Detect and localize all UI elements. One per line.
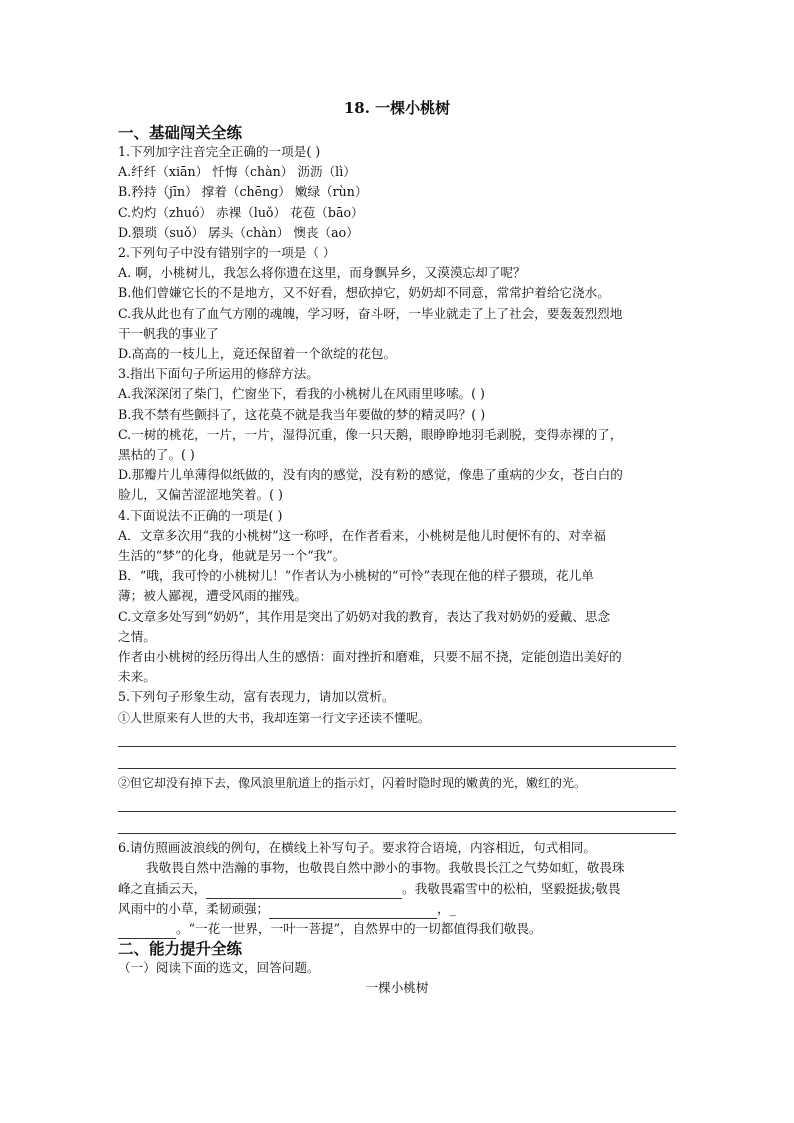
question-4-option-b-line1: B．“哦，我可怜的小桃树儿！”作者认为小桃树的“可怜”表现在他的样子猥琐，花儿单 — [118, 568, 594, 584]
question-2-option-b: B.他们曾嫌它长的不是地方，又不好看，想砍掉它，奶奶却不同意，常常护着给它浇水。 — [118, 285, 610, 301]
fill-blank-1[interactable] — [206, 884, 402, 899]
question-6-text-3b: ，_ — [437, 900, 457, 916]
question-4-option-c-line1: C.文章多处写到“奶奶”，其作用是突出了奶奶对我的教育，表达了我对奶奶的爱戴、思念 — [118, 608, 611, 624]
worksheet-page — [118, 96, 676, 999]
question-3-option-d-line2: 脸儿，又偏苦涩涩地笑着。( ) — [118, 487, 283, 503]
question-6-paragraph-line2 — [118, 879, 676, 899]
question-3-option-d-line1: D.那瓣片儿单薄得似纸做的，没有肉的感觉，没有粉的感觉，像患了重病的少女，苍白白的 — [118, 467, 623, 483]
question-6-paragraph-line1: 我敬畏自然中浩瀚的事物，也敬畏自然中渺小的事物。我敬畏长江之气势如虹，敬畏珠 — [146, 860, 625, 876]
question-1-option-c: C.灼灼（zhuó） 赤裸（luǒ） 花苞（bāo） — [118, 204, 364, 220]
answer-line-5-1a[interactable] — [118, 745, 676, 747]
question-4-option-a-line2: 生活的“梦”的化身，他就是另一个“我”。 — [118, 548, 346, 564]
question-4 — [118, 506, 676, 688]
question-2-stem: 2.下列句子中没有错别字的一项是（ ） — [118, 245, 336, 261]
question-6-paragraph-line4 — [118, 919, 676, 939]
question-5-sentence-1: ①人世原来有人世的大书，我却连第一行文字还读不懂呢。 — [118, 710, 431, 725]
question-4-option-a-line1: A．文章多次用“我的小桃树”这一称呼，在作者看来，小桃树是他儿时便怀有的、对幸福 — [118, 527, 606, 543]
question-2-option-c-line2: 干一帆我的事业了 — [118, 325, 219, 341]
question-4-option-b-line2: 薄；被人鄙视，遭受风雨的摧残。 — [118, 588, 307, 604]
question-4-option-d-line2: 未来。 — [118, 669, 156, 685]
reading-intro: （一）阅读下面的选文，回答问题。 — [118, 960, 320, 976]
question-3-option-c-line1: C.一树的桃花，一片，一片，湿得沉重，像一只天鹅，眼睁睁地羽毛剥脱，变得赤裸的了， — [118, 426, 623, 442]
question-5 — [118, 687, 676, 834]
question-2-option-d: D.高高的一枝儿上，竟还保留着一个欲绽的花包。 — [118, 346, 397, 362]
page-title: 18. 一棵小桃树 — [343, 99, 451, 117]
question-1-stem: 1.下列加字注音完全正确的一项是( ) — [118, 144, 321, 159]
question-3-option-c-line2: 黑枯的了。( ) — [118, 447, 195, 463]
question-5-sentence-2: ②但它却没有掉下去，像风浪里航道上的指示灯，闪着时隐时现的嫩黄的光，嫩红的光。 — [118, 775, 587, 790]
question-3-option-b: B.我不禁有些颤抖了，这花莫不就是我当年要做的梦的精灵吗？( ) — [118, 406, 486, 422]
answer-line-5-1b[interactable] — [118, 767, 676, 769]
question-4-option-c-line2: 之情。 — [118, 628, 156, 644]
question-6-text-2a: 峰之直插云天， — [118, 880, 207, 896]
question-3-stem: 3.指出下面句子所运用的修辞方法。 — [118, 366, 319, 382]
question-6-stem: 6.请仿照画波浪线的例句，在横线上补写句子。要求符合语境，内容相近，句式相同。 — [118, 840, 596, 856]
question-6 — [118, 838, 676, 939]
question-4-option-d-line1: 作者由小桃树的经历得出人生的感悟：面对挫折和磨难，只要不屈不挠，定能创造出美好的 — [118, 649, 622, 665]
question-6-text-2b: 。我敬畏霜雪中的松柏，坚毅挺拔;敬畏 — [402, 880, 621, 896]
answer-line-5-2b[interactable] — [118, 832, 676, 834]
reading-title: 一棵小桃树 — [365, 980, 429, 996]
answer-line-5-2a[interactable] — [118, 810, 676, 812]
question-2 — [118, 243, 676, 364]
question-2-option-a: A. 啊，小桃树儿，我怎么将你遗在这里，而身飘异乡，又漠漠忘却了呢？ — [118, 265, 526, 281]
question-1-option-b: B.矜持（jīn） 撑着（chēng） 嫩绿（rùn） — [118, 184, 368, 200]
question-5-stem: 5.下列句子形象生动，富有表现力，请加以赏析。 — [118, 689, 395, 705]
question-6-text-4: 。“一花一世界，一叶一菩提”，自然界中的一切都值得我们敬畏。 — [176, 920, 542, 936]
fill-blank-2[interactable] — [269, 904, 437, 919]
question-6-text-3a: 风雨中的小草，柔韧顽强； — [118, 900, 270, 916]
question-3-option-a: A.我深深闭了柴门，伫窗坐下，看我的小桃树儿在风雨里哆嗦。( ) — [118, 386, 485, 402]
question-4-stem: 4.下面说法不正确的一项是( ) — [118, 507, 283, 523]
question-1-option-d: D.猥琐（suǒ） 孱头（chàn） 懊丧（ao） — [118, 224, 359, 240]
question-1 — [118, 142, 676, 243]
question-2-option-c-line1: C.我从此也有了血气方刚的魂魄，学习呀，奋斗呀，一毕业就走了上了社会，要轰轰烈烈地 — [118, 305, 623, 321]
question-3 — [118, 364, 676, 505]
fill-blank-3[interactable] — [118, 924, 176, 939]
question-1-option-a: A.纤纤（xiān） 忏悔（chàn） 沥沥（lì） — [118, 164, 356, 180]
section-heading-2: 二、能力提升全练 — [118, 939, 243, 959]
section-heading-1: 一、基础闯关全练 — [118, 123, 243, 142]
question-6-paragraph-line3 — [118, 899, 676, 919]
